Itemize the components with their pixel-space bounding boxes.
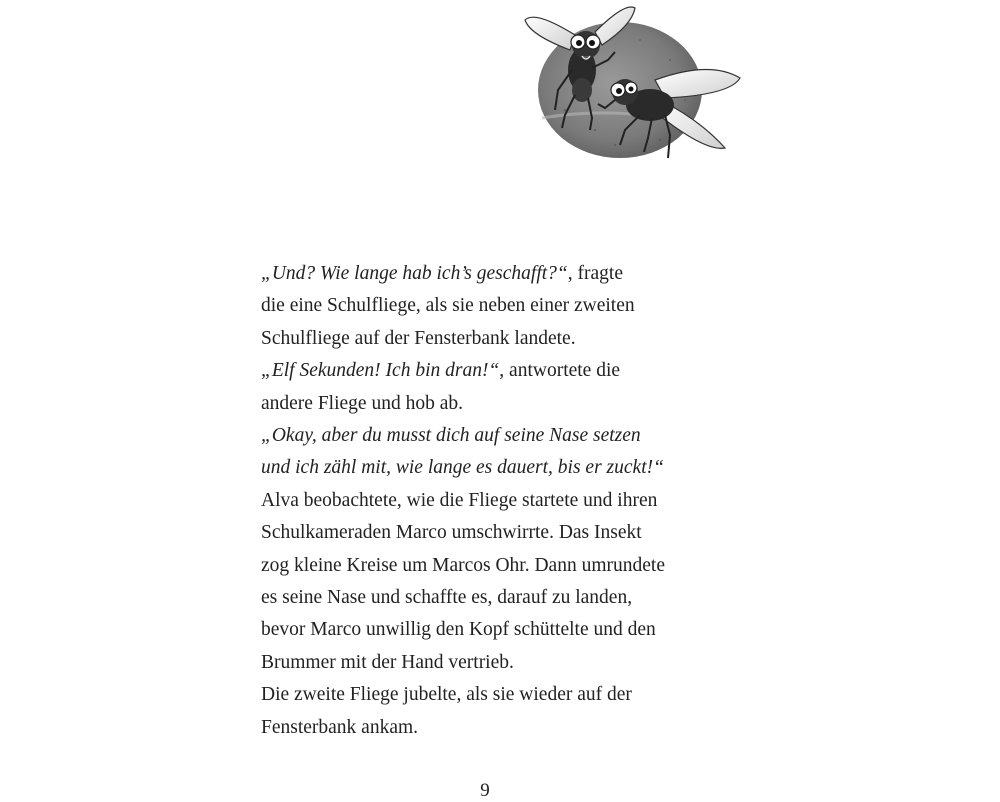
text-line: es seine Nase und schaffte es, darauf zu landen, [261,587,633,609]
text-line: Schulfliege auf der Fensterbank landete. [261,327,576,349]
narration: , fragte [567,263,623,284]
text-line: bevor Marco unwillig den Kopf schüttelte und den [261,619,656,641]
story-text [261,258,731,744]
text-line: Brummer mit der Hand vertrieb. [261,651,514,673]
two-flies-on-windowsill-icon [520,0,750,165]
text-line [261,258,731,290]
narration: , antwortete die [499,360,621,382]
text-line: die eine Schulfliege, als sie neben einer zweiten [261,295,635,317]
text-line-dialogue: „Okay, aber du musst dich auf seine Nase setzen [261,425,641,447]
text-line: Alva beobachtete, wie die Fliege startete und ihren [261,489,658,511]
text-line-dialogue: und ich zähl mit, wie lange es dauert, bis er zuckt!“ [261,457,664,479]
two-flies-illustration [520,0,750,165]
text-line: Fensterbank ankam. [261,716,419,738]
text-line: andere Fliege und hob ab. [261,392,463,414]
text-line: Schulkameraden Marco umschwirrte. Das Insekt [261,522,642,544]
text-line: Die zweite Fliege jubelte, als sie wieder auf der [261,684,632,706]
text-line: zog kleine Kreise um Marcos Ohr. Dann umrundete [261,554,665,576]
dialogue-speech: „Elf Sekunden! Ich bin dran!“ [261,360,500,382]
dialogue-speech: „Und? Wie lange hab ich’s geschafft?“ [261,263,568,284]
text-line [261,355,731,387]
page-number: 9 [480,780,490,801]
